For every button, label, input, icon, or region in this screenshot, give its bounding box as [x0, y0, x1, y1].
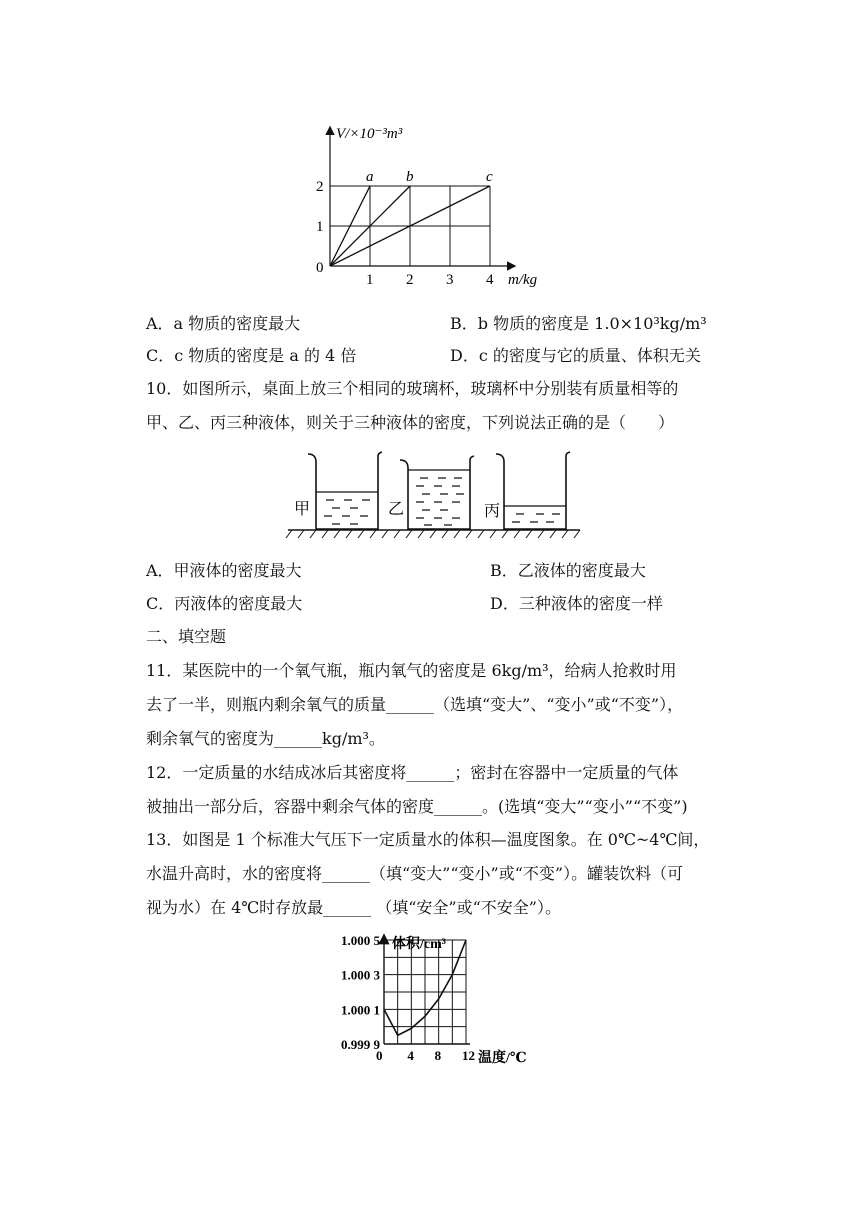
liquid-yi-dashes — [416, 478, 464, 525]
liquid-jia-dashes — [324, 500, 370, 524]
q11-line-2: 去了一半，则瓶内剩余氧气的质量______（选填“变大”、“变小”或“不变”）， — [146, 695, 684, 714]
q10-option-b: B．乙液体的密度最大 — [490, 561, 646, 580]
q10-option-a: A．甲液体的密度最大 — [146, 561, 302, 580]
y-tick-label: 1 — [316, 219, 324, 235]
q9-option-d: D．c 的密度与它的质量、体积无关 — [450, 346, 701, 365]
y-tick-label: 2 — [316, 179, 324, 195]
q13-line-3: 视为水）在 4℃时存放最______ （填“安全”或“不安全”）。 — [146, 898, 561, 917]
x-tick-label: 1 — [366, 272, 374, 288]
series-label-c: c — [486, 169, 493, 185]
q10-line-1: 10．如图所示，桌面上放三个相同的玻璃杯，玻璃杯中分别装有质量相等的 — [146, 379, 679, 398]
x-tick-label: 4 — [486, 272, 494, 288]
beaker-label-jia: 甲 — [294, 501, 311, 518]
beaker-bing — [496, 452, 570, 529]
x-tick-label: 8 — [434, 1048, 442, 1063]
x-tick-label: 12 — [462, 1048, 475, 1063]
beaker-label-bing: 丙 — [484, 503, 501, 520]
q10-option-d: D．三种液体的密度一样 — [490, 594, 663, 613]
x-tick-label: 2 — [406, 272, 414, 288]
q11-line-1: 11．某医院中的一个氧气瓶，瓶内氧气的密度是 6kg/m³，给病人抢救时用 — [146, 661, 677, 680]
y-tick-label: 1.000 5 — [341, 933, 380, 948]
beaker-jia — [308, 452, 382, 529]
q10-line-2: 甲、乙、丙三种液体，则关于三种液体的密度，下列说法正确的是（ ） — [146, 413, 675, 432]
y-tick-label: 1.000 1 — [341, 1002, 380, 1018]
liquid-bing-dashes — [512, 514, 560, 522]
section-title: 二、填空题 — [146, 627, 227, 646]
x-tick-label: 0 — [376, 1048, 383, 1063]
y-axis-label: V/×10⁻³m³ — [336, 126, 403, 142]
volume-temperature-graph — [318, 930, 548, 1066]
origin-label: 0 — [316, 260, 324, 276]
q9-option-a: A．a 物质的密度最大 — [146, 314, 301, 333]
table-hatching — [286, 530, 580, 538]
x-tick-label: 4 — [407, 1048, 414, 1063]
q9-option-c: C．c 物质的密度是 a 的 4 倍 — [146, 346, 357, 365]
q10-option-c: C．丙液体的密度最大 — [146, 594, 303, 613]
q9-option-b: B．b 物质的密度是 1.0×10³kg/m³ — [450, 314, 707, 333]
beakers-figure — [284, 448, 584, 540]
y-axis-label: 体积/cm³ — [392, 937, 446, 952]
x-axis-label: m/kg — [508, 272, 538, 288]
q11-line-3: 剩余氧气的密度为______kg/m³。 — [146, 729, 385, 748]
series-label-a: a — [366, 169, 374, 185]
x-axis-label: 温度/℃ — [478, 1051, 527, 1066]
volume-mass-graph — [300, 120, 560, 290]
q13-line-2: 水温升高时，水的密度将______（填“变大”“变小”或“不变”）。罐装饮料（可 — [146, 864, 684, 883]
q12-line-1: 12．一定质量的水结成冰后其密度将______；密封在容器中一定质量的气体 — [146, 763, 679, 782]
beaker-label-yi: 乙 — [388, 501, 405, 518]
q12-line-2: 被抽出一部分后，容器中剩余气体的密度______。(选填“变大”“变小”“不变”) — [146, 797, 688, 816]
q13-line-1: 13．如图是 1 个标准大气压下一定质量水的体积—温度图象。在 0℃~4℃间， — [146, 830, 710, 849]
y-tick-label: 1.000 3 — [341, 967, 380, 983]
y-tick-label: 0.999 9 — [341, 1037, 380, 1052]
x-tick-label: 3 — [446, 272, 454, 288]
graph-grid — [384, 940, 466, 1044]
series-label-b: b — [406, 169, 414, 185]
